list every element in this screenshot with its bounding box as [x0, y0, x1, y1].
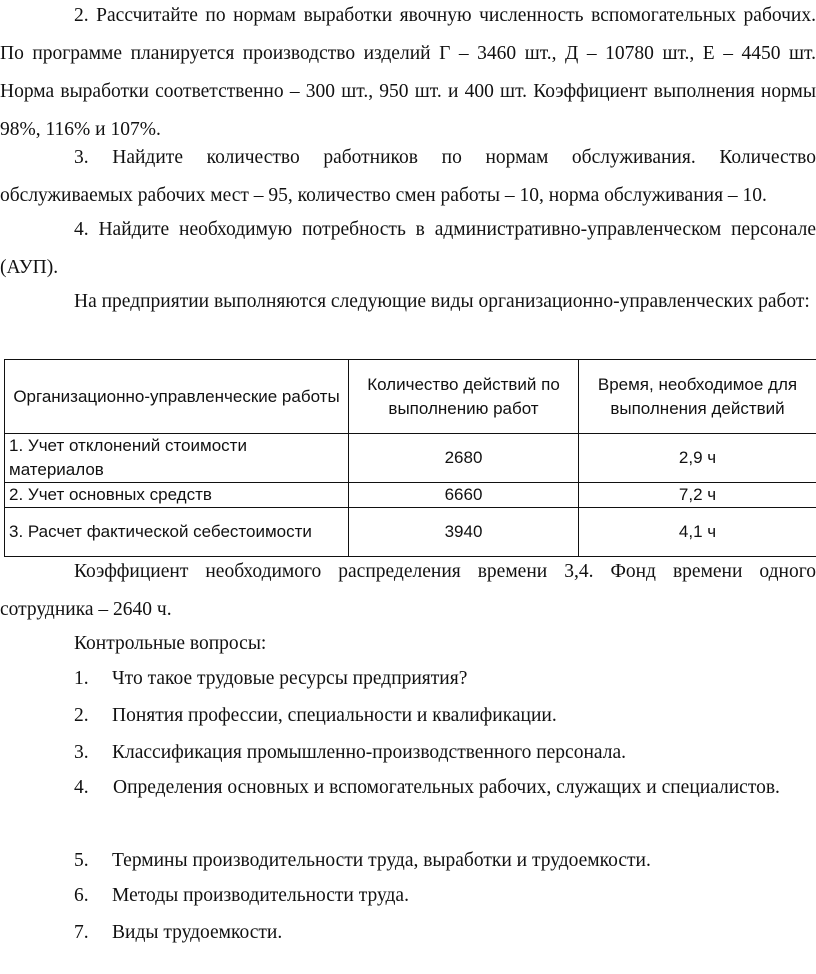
row-3-time: 4,1 ч [579, 508, 816, 557]
question-number: 6. [74, 885, 89, 906]
question-text: Определения основных и вспомогательных рабочих, служащих и специалистов. [113, 777, 780, 798]
table-header-row [5, 360, 816, 434]
question-number: 3. [74, 742, 89, 763]
row-2-work: 2. Учет основных средств [5, 483, 349, 508]
header-time: Время, необходимое для выполнения действий [579, 360, 816, 434]
question-text: Термины производительности труда, выработки и трудоемкости. [112, 850, 651, 871]
list-item [62, 769, 816, 807]
works-intro-paragraph: На предприятии выполняются следующие виды организационно-управленческих работ: [74, 291, 810, 312]
question-text: Методы производительности труда. [112, 885, 409, 906]
row-2-time: 7,2 ч [579, 483, 816, 508]
task-2-paragraph: 2. Рассчитайте по нормам выработки явочную численность вспомогательных рабочих. По программе планируется производство изделий Г – 3460 шт., Д – 10780 шт., Е – 4450 шт. Норма выработки соответственно – 300 шт., 950 шт. и 400 шт. Коэффициент выполнения нормы 98%, 116% и 107%. [0, 5, 816, 140]
question-number: 4. [74, 777, 89, 798]
row-2-count: 6660 [349, 483, 579, 508]
header-works: Организационно-управленческие работы [5, 360, 349, 434]
table-row [5, 483, 816, 508]
question-text: Виды трудоемкости. [112, 922, 283, 943]
table-row [5, 508, 816, 557]
question-text: Понятия профессии, специальности и квалификации. [112, 705, 557, 726]
questions-title: Контрольные вопросы: [74, 633, 267, 654]
question-number: 5. [74, 850, 89, 871]
works-table [4, 359, 816, 557]
coefficient-paragraph: Коэффициент необходимого распределения времени 3,4. Фонд времени одного сотрудника – 2640 ч. [0, 561, 816, 620]
row-1-count: 2680 [349, 434, 579, 483]
row-1-work: 1. Учет отклонений стоимости материалов [5, 434, 349, 483]
question-number: 2. [74, 705, 89, 726]
table-row [5, 434, 816, 483]
question-number: 7. [74, 922, 89, 943]
row-3-count: 3940 [349, 508, 579, 557]
row-1-time: 2,9 ч [579, 434, 816, 483]
question-text: Что такое трудовые ресурсы предприятия? [112, 668, 468, 689]
task-3-paragraph: 3. Найдите количество работников по нормам обслуживания. Количество обслуживаемых рабочих мест – 95, количество смен работы – 10, норма обслуживания – 10. [0, 147, 816, 206]
header-count: Количество действий по выполнению работ [349, 360, 579, 434]
row-3-work: 3. Расчет фактической себестоимости [5, 508, 349, 557]
task-4-paragraph: 4. Найдите необходимую потребность в административно-управленческом персонале (АУП). [0, 219, 816, 278]
question-text: Классификация промышленно-производственного персонала. [112, 742, 626, 763]
question-number: 1. [74, 668, 89, 689]
